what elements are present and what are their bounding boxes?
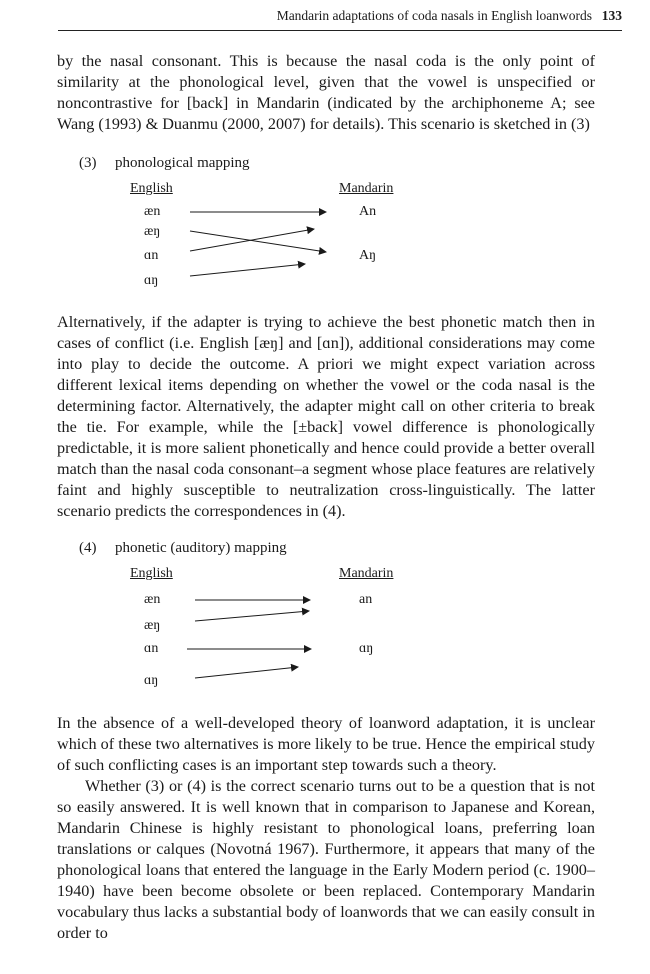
paragraph-1: by the nasal consonant. This is because the nasal coda is the only point of similarity at the phonological level, given that the vowel is unspecified or noncontrastive for [back] in Mandarin (indicated by the archiphoneme A; see Wang (1993) & Duanmu (2000, 2007) for details). This scenario is sketched in (3) [57,52,595,133]
paragraph-3: In the absence of a well-developed theory of loanword adaptation, it is unclear which of these two alternatives is more likely to be true. Hence the empirical study of such conflicting cases is an important step towards such a theory. [57,714,595,774]
example-4-mandarin-segment: an [359,592,373,607]
example-3-english-header: English [130,181,173,196]
arrow-4-aeng-to-an [195,611,309,621]
example-4-english-segment: æŋ [144,618,161,633]
example-4-english-segment: ɑŋ [144,673,159,688]
arrow-3-aeng-to-Ang [190,231,326,252]
example-3-english-segment: ɑn [144,248,159,263]
page-number: 133 [601,8,622,23]
running-title: Mandarin adaptations of coda nasals in English loanwords [276,8,592,23]
example-3-english-segment: ɑŋ [144,273,159,288]
example-3-english-segment: æŋ [144,224,161,239]
example-3-title: phonological mapping [115,155,250,171]
example-4-english-header: English [130,566,173,581]
example-3-number: (3) [79,155,97,171]
paragraph-4: Whether (3) or (4) is the correct scenario turns out to be a question that is not so easily answered. It is well known that in comparison to Japanese and Korean, Mandarin Chinese is highly resistant to phonological loans, preferring loan translations or calques (Novotná 1967). Furthermore, it appears that many of the phonological loans that entered the language in the Early Modern period (c. 1900–1940) have been become obsolete or been replaced. Contemporary Mandarin vocabulary thus lacks a substantial body of loanwords that we can easily consult in order to [57,777,595,942]
example-3-mandarin-segment: An [359,204,377,219]
example-3-english-segment: æn [144,204,161,219]
example-3-mandarin-header: Mandarin [339,181,394,196]
example-4-english-segment: ɑn [144,641,159,656]
paragraph-2: Alternatively, if the adapter is trying to achieve the best phonetic match then in cases of conflict (i.e. English [æŋ] and [ɑn]), additional considerations may come into play to decide the outcome. A priori we might expect variation across different lexical items depending on whether the vowel or the coda nasal is the determining factor. Alternatively, the adapter might call on other criteria to break the tie. For example, while the [±back] vowel difference is phonologically predictable, it is more salient phonetically and hence could provide a better overall match than the nasal coda consonant–a segment whose place features are relatively faint and highly susceptible to neutralization cross-linguistically. The latter scenario predicts the correspondences in (4). [57,313,596,520]
arrow-3-ang-to-Ang [190,264,305,276]
example-4-title: phonetic (auditory) mapping [115,540,287,556]
example-4-number: (4) [79,540,97,556]
arrow-4-ang-to-ang [195,667,298,678]
example-4-mandarin-segment: ɑŋ [359,641,374,656]
example-3-mandarin-segment: Aŋ [359,248,377,263]
example-4-mandarin-header: Mandarin [339,566,394,581]
example-4-english-segment: æn [144,592,161,607]
